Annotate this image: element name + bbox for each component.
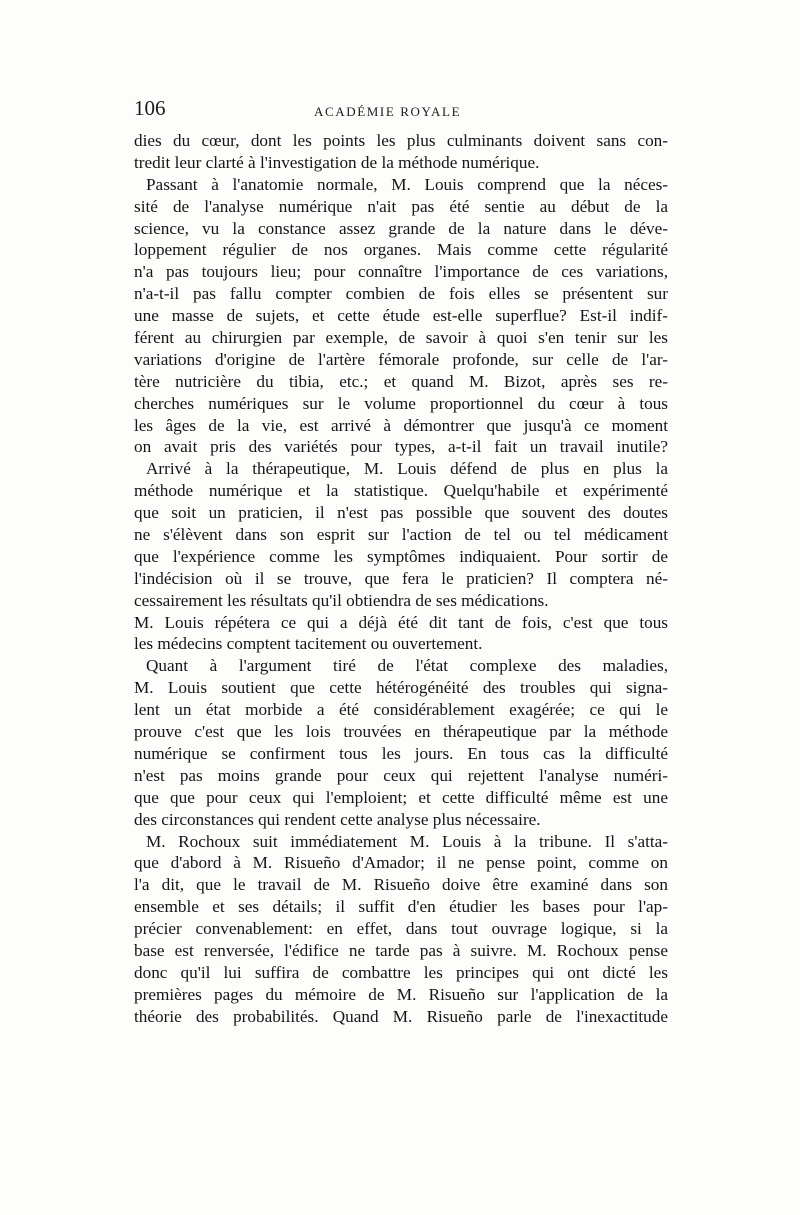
text-line: que soit un praticien, il n'est pas possible que souvent des doutes	[134, 503, 668, 523]
page-header	[134, 96, 668, 124]
text-line: dies du cœur, dont les points les plus culminants doivent sans con-	[134, 131, 668, 150]
text-line: ensemble et ses détails; il suffit d'en étudier les bases pour l'ap-	[134, 897, 668, 917]
text-line: théorie des probabilités. Quand M. Risueño parle de l'inexactitude	[134, 1006, 668, 1026]
text-line: loppement régulier de nos organes. Mais comme cette régularité	[134, 240, 668, 260]
text-line: méthode numérique et la statistique. Quelqu'habile et expérimenté	[134, 481, 668, 501]
text-line: l'a dit, que le travail de M. Risueño doive être examiné dans son	[134, 875, 668, 895]
text-line: que l'expérience comme les symptômes indiquaient. Pour sortir de	[134, 546, 668, 566]
text-line: M. Louis répétera ce qui a déjà été dit tant de fois, c'est que tous	[134, 612, 668, 632]
text-line: variations d'origine de l'artère fémorale profonde, sur celle de l'ar-	[134, 349, 668, 369]
text-line: ne s'élèvent dans son esprit sur l'action de tel ou tel médicament	[134, 525, 668, 545]
page-number: 106	[134, 96, 166, 120]
text-line: tredit leur clarté à l'investigation de la méthode numérique.	[134, 152, 540, 172]
running-head: ACADÉMIE ROYALE	[314, 104, 462, 119]
text-line: que que pour ceux qui l'emploient; et cette difficulté même est une	[134, 787, 668, 807]
text-line: des circonstances qui rendent cette analyse plus nécessaire.	[134, 809, 541, 829]
text-line: science, vu la constance assez grande de la nature dans le déve-	[134, 218, 668, 238]
text-line: cessairement les résultats qu'il obtiendra de ses médications.	[134, 590, 549, 610]
text-line: Quant à l'argument tiré de l'état complexe des maladies,	[146, 656, 668, 676]
text-line: M. Louis soutient que cette hétérogénéité des troubles qui signa-	[134, 678, 668, 698]
text-line: cherches numériques sur le volume proportionnel du cœur à tous	[134, 393, 668, 413]
text-line: n'a-t-il pas fallu compter combien de fois elles se présentent sur	[134, 284, 668, 304]
text-line: une masse de sujets, et cette étude est-elle superflue? Est-il indif-	[134, 306, 668, 326]
text-line: lent un état morbide a été considérablement exagérée; ce qui le	[134, 700, 668, 720]
text-line: premières pages du mémoire de M. Risueño sur l'application de la	[134, 984, 668, 1004]
text-line: les âges de la vie, est arrivé à démontrer que jusqu'à ce moment	[134, 415, 668, 435]
text-line: base est renversée, l'édifice ne tarde pas à suivre. M. Rochoux pense	[134, 940, 668, 960]
text-line: M. Rochoux suit immédiatement M. Louis à la tribune. Il s'atta-	[146, 831, 668, 851]
text-line: Arrivé à la thérapeutique, M. Louis défend de plus en plus la	[146, 459, 668, 479]
text-line: Passant à l'anatomie normale, M. Louis comprend que la néces-	[146, 174, 668, 194]
text-line: tère nutricière du tibia, etc.; et quand M. Bizot, après ses re-	[134, 371, 668, 391]
text-line: on avait pris des variétés pour types, a-t-il fait un travail inutile?	[134, 437, 668, 457]
text-line: les médecins comptent tacitement ou ouvertement.	[134, 634, 483, 654]
body-text	[134, 130, 668, 1028]
text-line: n'est pas moins grande pour ceux qui rejettent l'analyse numéri-	[134, 765, 668, 785]
text-line: n'a pas toujours lieu; pour connaître l'importance de ces variations,	[134, 262, 668, 282]
text-line: férent au chirurgien par exemple, de savoir à quoi s'en tenir sur les	[134, 328, 668, 348]
text-line: sité de l'analyse numérique n'ait pas été sentie au début de la	[134, 196, 668, 216]
text-line: donc qu'il lui suffira de combattre les principes qui ont dicté les	[134, 962, 668, 982]
text-line: précier convenablement: en effet, dans tout ouvrage logique, si la	[134, 919, 668, 939]
text-line: prouve c'est que les lois trouvées en thérapeutique par la méthode	[134, 722, 668, 742]
text-line: numérique se confirment tous les jours. En tous cas la difficulté	[134, 743, 668, 763]
text-line: l'indécision où il se trouve, que fera le praticien? Il comptera né-	[134, 568, 668, 588]
text-line: que d'abord à M. Risueño d'Amador; il ne pense point, comme on	[134, 853, 668, 873]
